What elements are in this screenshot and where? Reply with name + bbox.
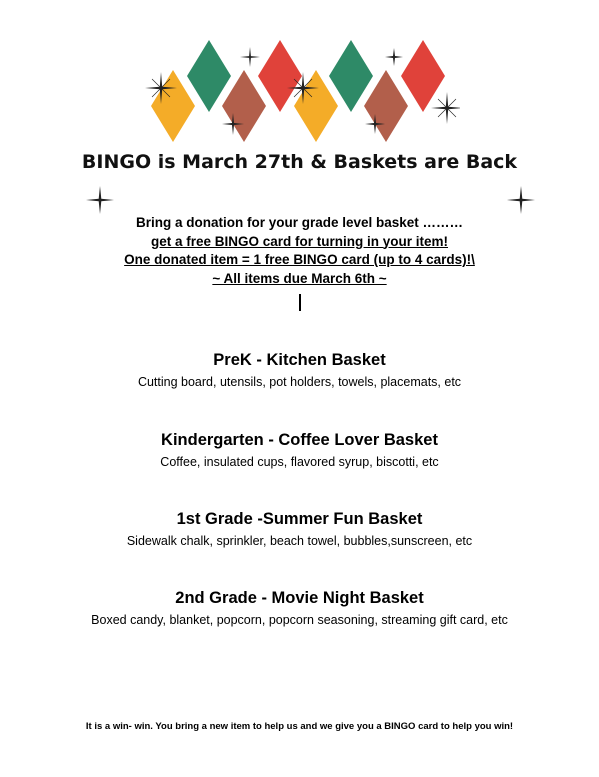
diamond-red-2 [401,40,445,112]
basket-items: Boxed candy, blanket, popcorn, popcorn seasoning, streaming gift card, etc [91,613,508,627]
diamond-green-2 [329,40,373,112]
banner-sparkle-icon-7 [431,92,460,124]
basket-kindergarten [0,430,599,471]
intro-line-3: One donated item = 1 free BINGO card (up to 4 cards)!\ [124,252,475,267]
intro-line-1: Bring a donation for your grade level basket ……… [135,215,464,230]
basket-items: Sidewalk chalk, sprinkler, beach towel, bubbles,sunscreen, etc [126,534,473,548]
diamond-brown-1 [222,70,266,142]
basket-title: PreK - Kitchen Basket [213,351,386,369]
intro-line-2: get a free BINGO card for turning in your item! [150,233,449,249]
basket-items: Coffee, insulated cups, flavored syrup, biscotti, etc [160,455,439,469]
diamond-brown-2 [364,70,408,142]
basket-title: 1st Grade -Summer Fun Basket [176,510,423,528]
basket-items: Cutting board, utensils, pot holders, towels, placemats, etc [137,375,462,389]
basket-2nd-grade [0,588,599,629]
diamond-red-1 [258,40,302,112]
diamond-yellow-1 [151,70,195,142]
basket-prek [0,350,599,391]
footer-text: It is a win- win. You bring a new item to help us and we give you a BINGO card to help you win! [85,721,514,732]
diamond-green-1 [187,40,231,112]
banner-sparkle-icon-5 [385,48,403,66]
basket-1st-grade [0,509,599,550]
intro-line-4: ~ All items due March 6th ~ [212,270,387,286]
retro-diamond-banner [140,34,460,146]
sparkle-icon-left [86,186,114,214]
basket-title: 2nd Grade - Movie Night Basket [175,589,424,607]
text-cursor[interactable] [299,294,301,311]
page-title: BINGO is March 27th & Baskets are Back [81,151,518,173]
banner-sparkle-icon-2 [240,47,260,67]
intro-text [0,214,599,288]
basket-title: Kindergarten - Coffee Lover Basket [161,431,438,449]
sparkle-icon-right [507,186,535,214]
diamond-yellow-2 [294,70,338,142]
